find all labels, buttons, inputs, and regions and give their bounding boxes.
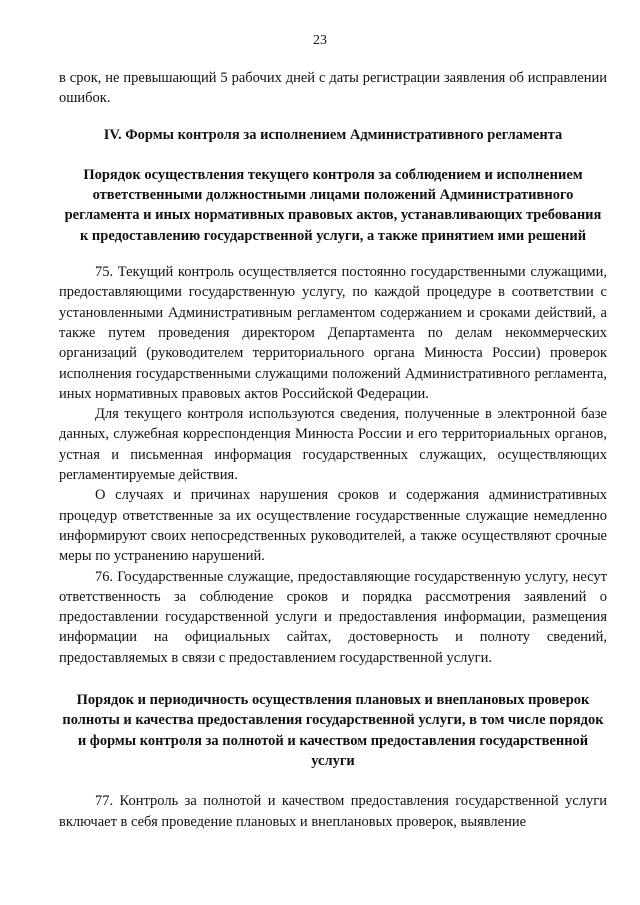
paragraph-violations: О случаях и причинах нарушения сроков и содержания административных процедур ответственные за их осуществление государственные служащие немедленно информируют своих непосредственных руководителей, а также осуществляют срочные меры по устранению нарушений. (59, 487, 607, 565)
paragraph-76: 76. Государственные служащие, предоставляющие государственную услугу, несут ответственность за соблюдение сроков и порядка рассмотрения заявлений о предоставлении государственной услуги и предоставления информации, размещения информации на официальных сайтах, достоверность и полноту сведений, предоставляемых в связи с предоставлением государственной услуги. (59, 568, 607, 666)
paragraph-75: 75. Текущий контроль осуществляется постоянно государственными служащими, предоставляющими государственную услугу, по каждой процедуре в соответствии с установленными Административным регламентом содержанием и сроками действий, а также путем проведения директором Департамента по делам некоммерческих организаций (руководителем территориального органа Минюста России) проверок исполнения государственными служащими положений Административного регламента, иных нормативных правовых актов Российской Федерации. (59, 264, 607, 402)
document-body (59, 68, 607, 832)
paragraph-77: 77. Контроль за полнотой и качеством предоставления государственной услуги включает в себя проведение плановых и внеплановых проверок, выявление (59, 793, 607, 830)
paragraph-control-sources: Для текущего контроля используются сведения, полученные в электронной базе данных, служебная корреспонденция Минюста России и его территориальных органов, устная и письменная информация государственных служащих, осуществляющих регламентируемые действия. (59, 406, 607, 484)
intro-paragraph: в срок, не превышающий 5 рабочих дней с даты регистрации заявления об исправлении ошибок. (59, 70, 607, 107)
subheading-current-control: Порядок осуществления текущего контроля за соблюдением и исполнением ответственными должностными лицами положений Административного регламента и иных нормативных правовых актов, устанавливающих требования к предоставлению государственной услуги, а также принятием ими решений (64, 166, 602, 244)
section-heading: IV. Формы контроля за исполнением Административного регламента (103, 126, 563, 143)
subheading-inspections: Порядок и периодичность осуществления плановых и внеплановых проверок полноты и качества предоставления государственной услуги, в том числе порядок и формы контроля за полнотой и качеством предоставления государственной услуги (62, 692, 604, 769)
page-number: 23 (313, 33, 327, 48)
